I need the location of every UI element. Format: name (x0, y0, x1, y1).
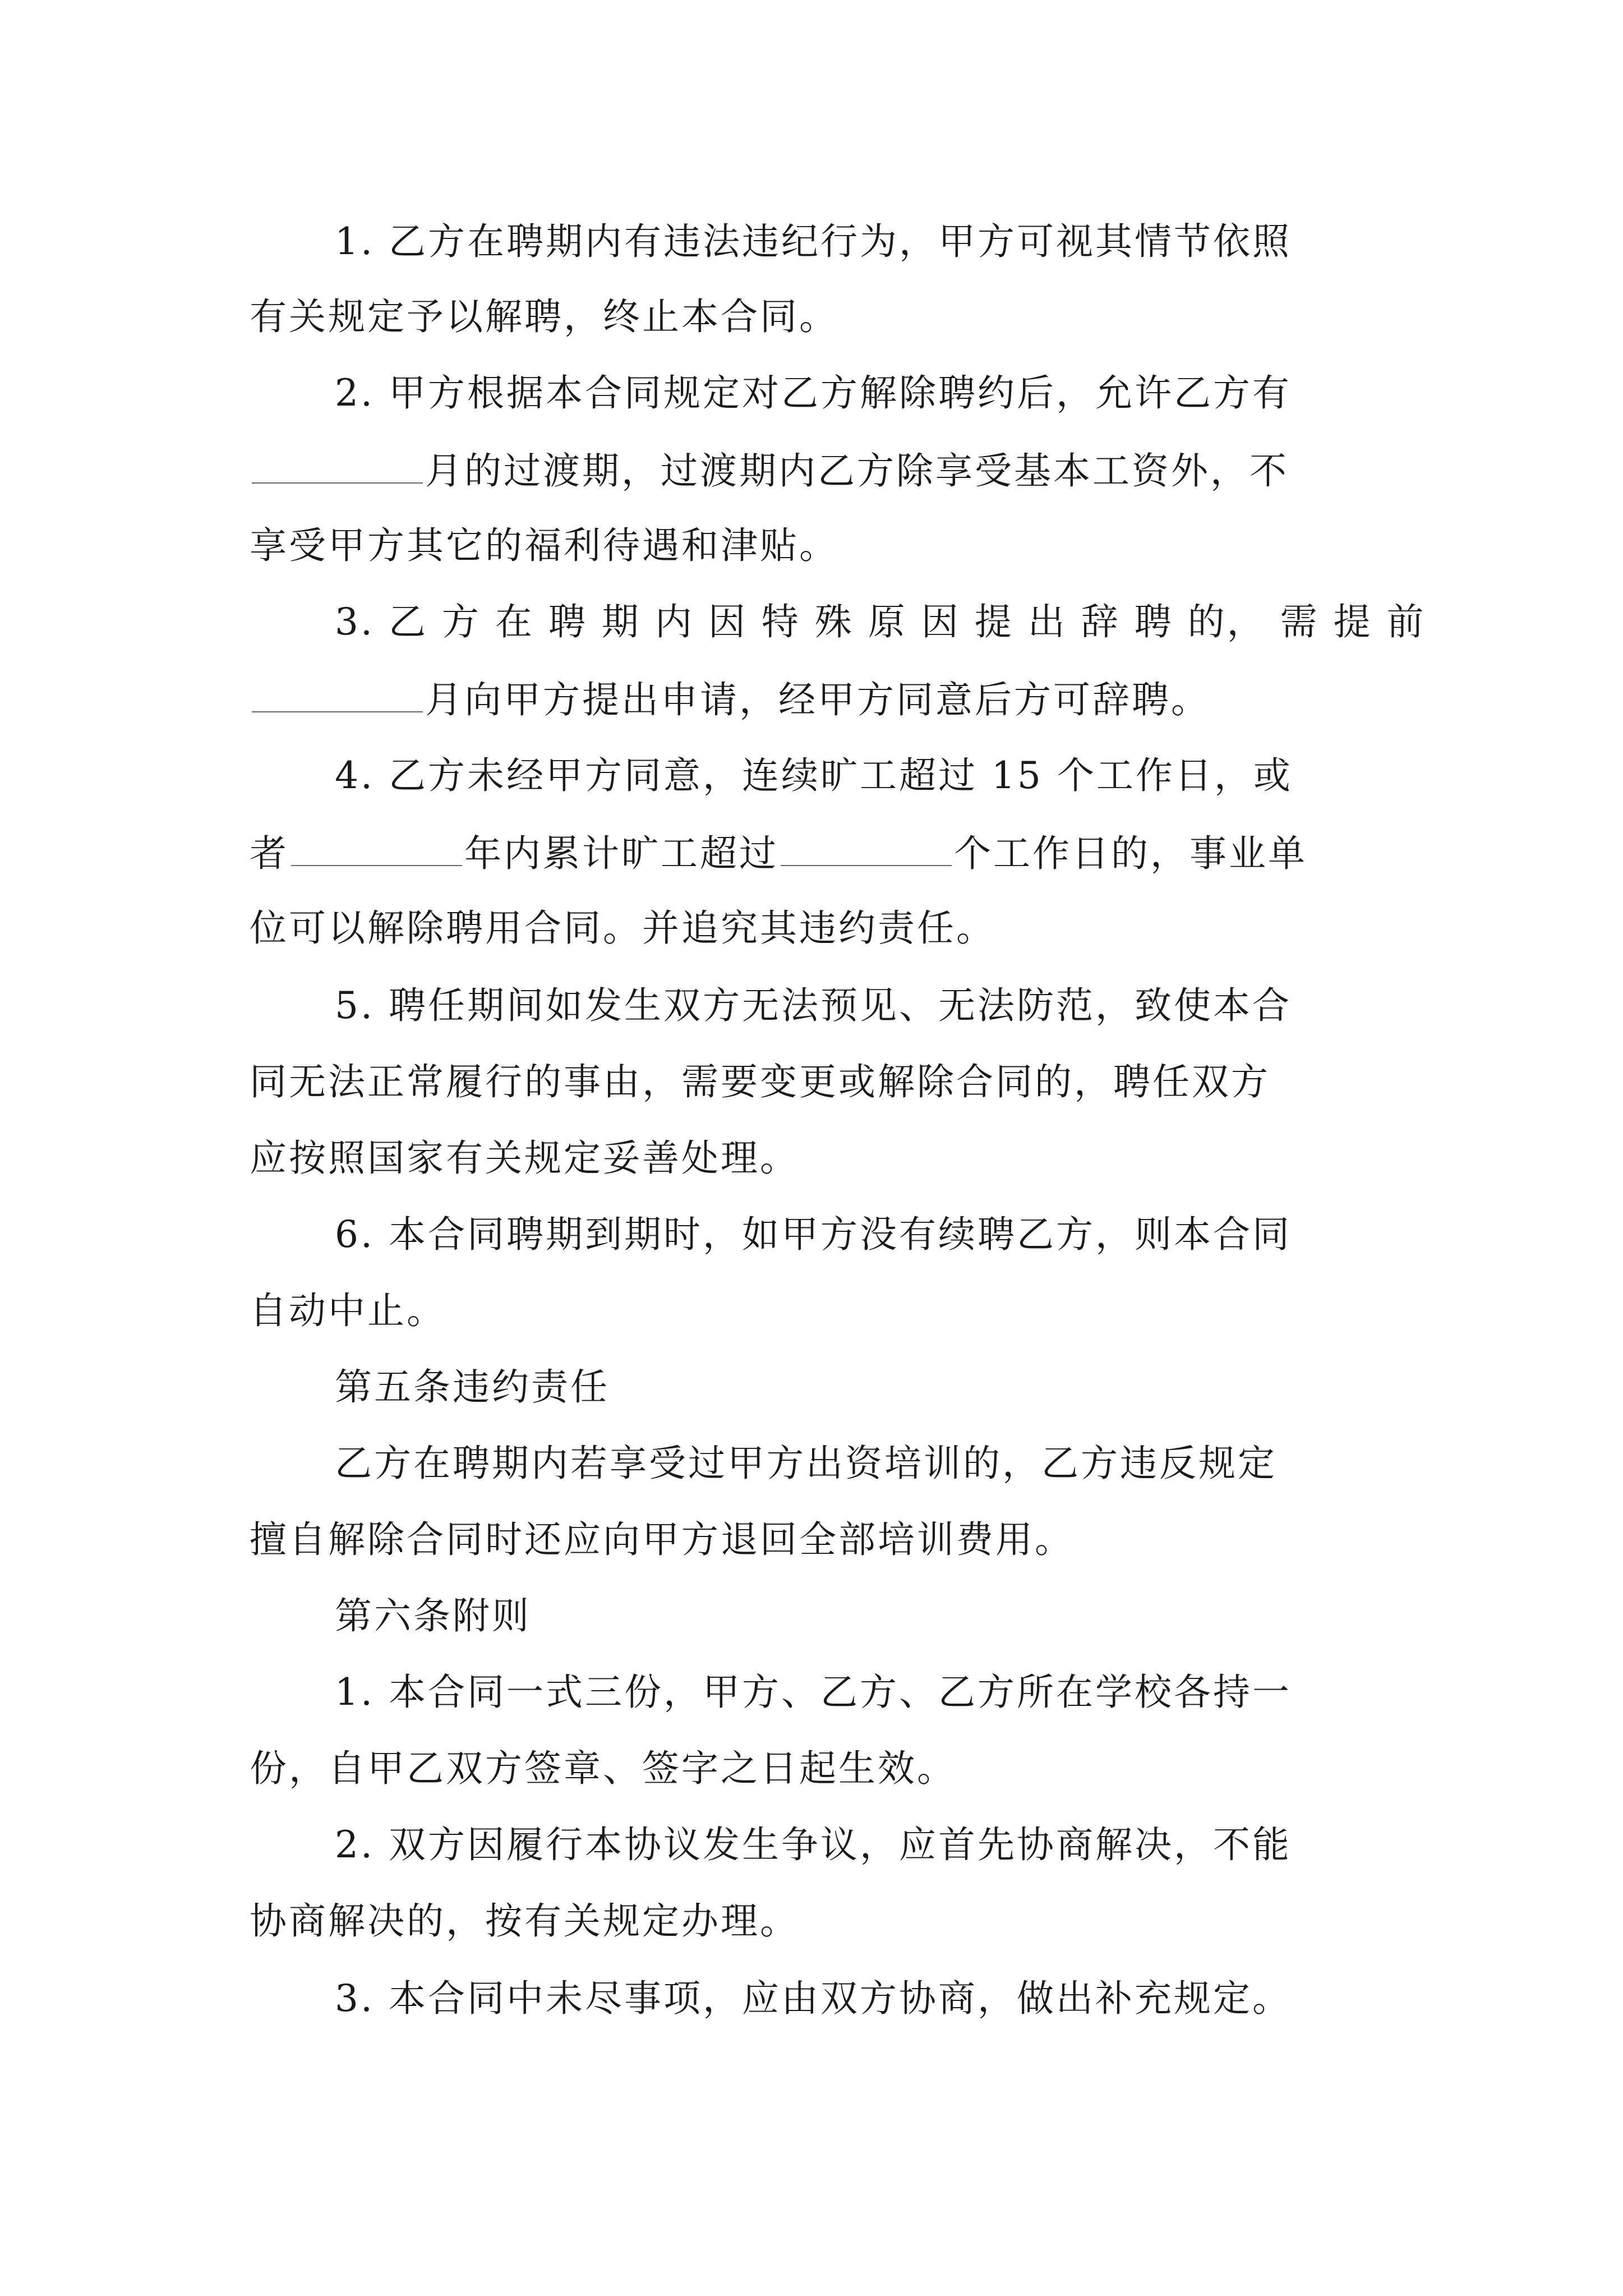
clause4-item4-line2-start: 者 (250, 832, 289, 875)
clause6-item1-line1: 1. 本合同一式三份，甲方、乙方、乙方所在学校各持一 (335, 1671, 1292, 1714)
blank-field[interactable] (252, 680, 423, 712)
clause6-item1-line2: 份，自甲乙双方签章、签字之日起生效。 (250, 1747, 956, 1790)
clause4-item4-line2 (250, 832, 1382, 875)
clause6-heading: 第六条附则 (335, 1594, 531, 1637)
clause4-item5-line3: 应按照国家有关规定妥善处理。 (250, 1137, 799, 1180)
clause4-item6-line2: 自动中止。 (250, 1289, 446, 1332)
clause4-item2-line3: 享受甲方其它的福利待遇和津贴。 (250, 524, 838, 567)
clause4-item3-line2 (250, 680, 1382, 719)
clause6-item3-line1: 3. 本合同中未尽事项，应由双方协商，做出补充规定。 (335, 1977, 1292, 2020)
clause4-item2-line2-text: 月的过渡期，过渡期内乙方除享受基本工资外，不 (425, 449, 1289, 493)
clause5-line1: 乙方在聘期内若享受过甲方出资培训的，乙方违反规定 (335, 1442, 1277, 1485)
clause4-item2-line1: 2. 甲方根据本合同规定对乙方解除聘约后，允许乙方有 (335, 371, 1292, 415)
blank-field[interactable] (252, 451, 423, 484)
clause4-item5-line2: 同无法正常履行的事由，需要变更或解除合同的，聘任双方 (250, 1060, 1270, 1103)
clause4-item1-line1: 1. 乙方在聘期内有违法违纪行为，甲方可视其情节依照 (335, 220, 1292, 263)
clause4-item5-line1: 5. 聘任期间如发生双方无法预见、无法防范，致使本合 (335, 984, 1292, 1027)
clause4-item2-line2 (250, 449, 1382, 493)
clause4-item4-line1: 4. 乙方未经甲方同意，连续旷工超过 15 个工作日，或 (335, 754, 1293, 797)
clause4-item3-line1: 3. 乙 方 在 聘 期 内 因 特 殊 原 因 提 出 辞 聘 的， 需 提 前 (335, 600, 1426, 643)
clause5-heading: 第五条违约责任 (335, 1365, 610, 1409)
clause6-item2-line2: 协商解决的，按有关规定办理。 (250, 1899, 799, 1943)
clause4-item3-line2-text: 月向甲方提出申请，经甲方同意后方可辞聘。 (425, 678, 1210, 721)
clause4-item4-line2-end: 个工作日的，事业单 (954, 832, 1307, 875)
clause4-item6-line1: 6. 本合同聘期到期时，如甲方没有续聘乙方，则本合同 (335, 1213, 1292, 1256)
clause6-item2-line1: 2. 双方因履行本协议发生争议，应首先协商解决，不能 (335, 1823, 1292, 1866)
clause4-item1-line2: 有关规定予以解聘，终止本合同。 (250, 295, 838, 338)
clause4-item4-line3: 位可以解除聘用合同。并追究其违约责任。 (250, 907, 995, 950)
blank-field[interactable] (291, 834, 462, 866)
blank-field[interactable] (781, 834, 952, 866)
clause5-line2: 擅自解除合同时还应向甲方退回全部培训费用。 (250, 1518, 1074, 1561)
clause4-item4-line2-middle: 年内累计旷工超过 (464, 832, 778, 875)
